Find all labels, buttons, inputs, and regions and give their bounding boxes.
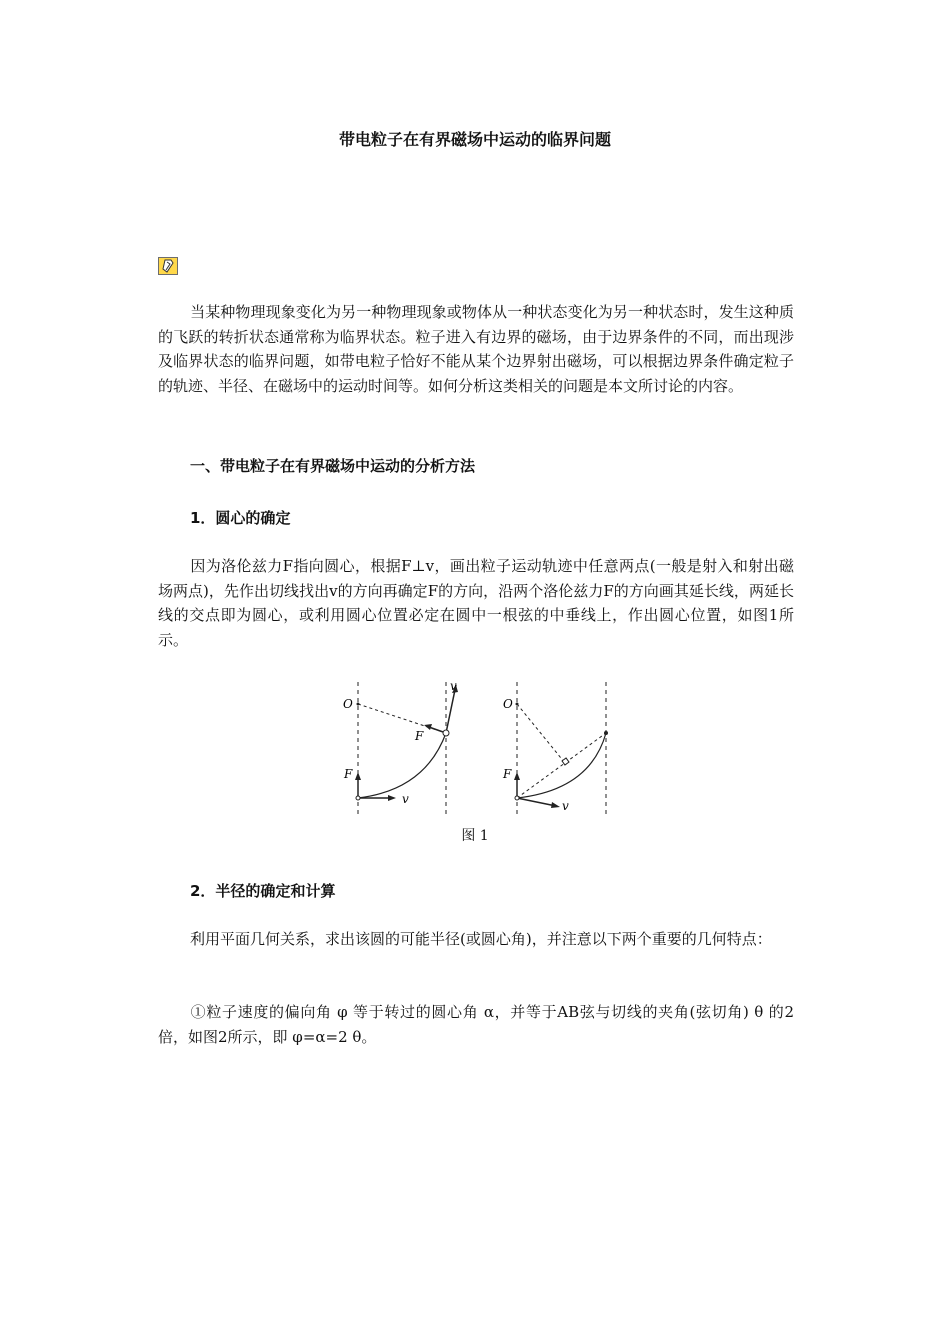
label-left-F-bottom: F bbox=[344, 767, 353, 781]
label-right-v: v bbox=[562, 799, 569, 813]
page-title: 带电粒子在有界磁场中运动的临界问题 bbox=[338, 130, 611, 149]
radius-paragraph: 利用平面几何关系，求出该圆的可能半径(或圆心角)，并注意以下两个重要的几何特点： bbox=[190, 930, 772, 948]
label-left-F-top: F bbox=[415, 729, 424, 743]
subsection-heading-2: 2．半径的确定和计算 bbox=[190, 882, 336, 900]
figure-1 bbox=[330, 680, 620, 820]
figure-1-caption: 图 1 bbox=[461, 828, 489, 844]
label-right-F: F bbox=[503, 767, 512, 781]
subsection-heading-1: 1．圆心的确定 bbox=[190, 509, 291, 527]
label-right-O: O bbox=[503, 697, 513, 711]
attachment-icon bbox=[158, 257, 178, 275]
label-left-O: O bbox=[343, 697, 353, 711]
section-heading: 一、带电粒子在有界磁场中运动的分析方法 bbox=[190, 457, 476, 475]
label-left-v-bottom: v bbox=[402, 792, 409, 806]
point-1-paragraph: ①粒子速度的偏向角 φ 等于转过的圆心角 α，并等于AB弦与切线的夹角(弦切角) θ 的2倍，如图2所示，即 φ=α=2 θ。 bbox=[158, 1003, 794, 1046]
intro-paragraph: 当某种物理现象变化为另一种物理现象或物体从一种状态变化为另一种状态时，发生这种质的飞跃的转折状态通常称为临界状态。粒子进入有边界的磁场，由于边界条件的不同，而出现涉及临界状态的临界问题，如带电粒子恰好不能从某个边界射出磁场，可以根据边界条件确定粒子的轨迹、半径、在磁场中的运动时间等。如何分析这类相关的问题是本文所讨论的内容。 bbox=[158, 303, 794, 395]
center-paragraph: 因为洛伦兹力F指向圆心，根据F⊥v，画出粒子运动轨迹中任意两点(一般是射入和射出磁场两点)，先作出切线找出v的方向再确定F的方向，沿两个洛伦兹力F的方向画其延长线，两延长线的交点即为圆心，或利用圆心位置必定在圆中一根弦的中垂线上，作出圆心位置，如图1所示。 bbox=[158, 557, 794, 649]
label-left-v-top: v bbox=[450, 680, 457, 693]
